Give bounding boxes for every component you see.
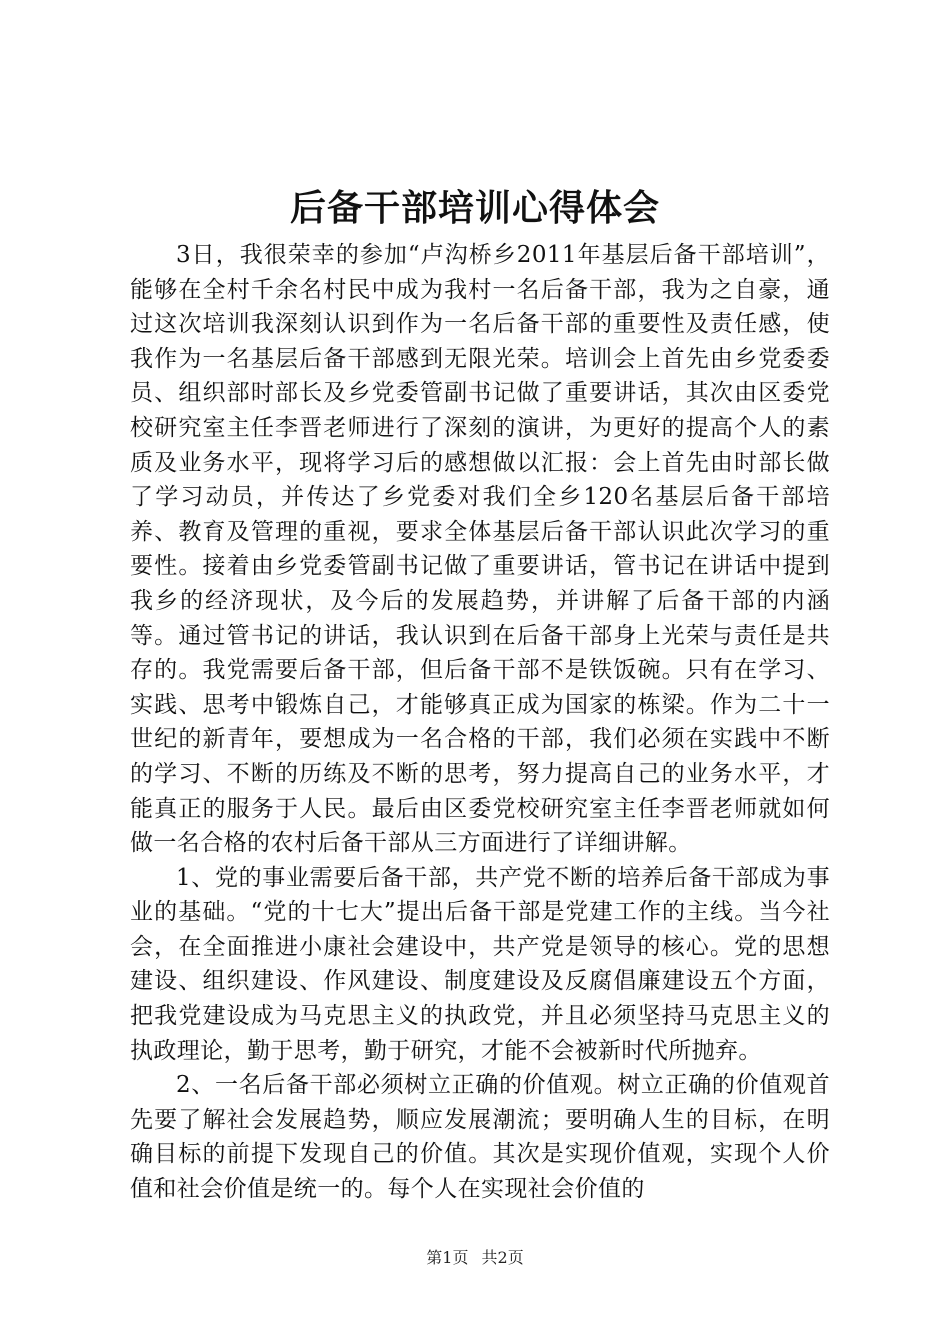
paragraph-point-1: 1、党的事业需要后备干部，共产党不断的培养后备干部成为事业的基础。“党的十七大”提出后备干部是党建工作的主线。当今社会，在全面推进小康社会建设中，共产党是领导的核心。党的思想建设、组织建设、作风建设、制度建设及反腐倡廉建设五个方面，把我党建设成为马克思主义的执政党，并且必须坚持马克思主义的执政理论，勤于思考，勤于研究，才能不会被新时代所抛弃。 [130,864,830,1064]
paragraph-point-2: 2、一名后备干部必须树立正确的价值观。树立正确的价值观首先要了解社会发展趋势，顺应发展潮流；要明确人生的目标，在明确目标的前提下发现自己的价值。其次是实现价值观，实现个人价值和社会价值是统一的。每个人在实现社会价值的 [130,1072,830,1203]
page-footer [0,1248,950,1268]
page-number: 第1页 [426,1248,469,1267]
paragraph-intro: 3日，我很荣幸的参加“卢沟桥乡2011年基层后备干部培训”，能够在全村千余名村民中成为我村一名后备干部，我为之自豪，通过这次培训我深刻认识到作为一名后备干部的重要性及责任感，使我作为一名基层后备干部感到无限光荣。培训会上首先由乡党委委员、组织部时部长及乡党委管副书记做了重要讲话，其次由区委党校研究室主任李晋老师进行了深刻的演讲，为更好的提高个人的素质及业务水平，现将学习后的感想做以汇报：会上首先由时部长做了学习动员，并传达了乡党委对我们全乡120名基层后备干部培养、教育及管理的重视，要求全体基层后备干部认识此次学习的重要性。接着由乡党委管副书记做了重要讲话，管书记在讲话中提到我乡的经济现状，及今后的发展趋势，并讲解了后备干部的内涵等。通过管书记的讲话，我认识到在后备干部身上光荣与责任是共存的。我党需要后备干部，但后备干部不是铁饭碗。只有在学习、实践、思考中锻炼自己，才能够真正成为国家的栋梁。作为二十一世纪的新青年，要想成为一名合格的干部，我们必须在实践中不断的学习、不断的历练及不断的思考，努力提高自己的业务水平，才能真正的服务于人民。最后由区委党校研究室主任李晋老师就如何做一名合格的农村后备干部从三方面进行了详细讲解。 [130,242,830,857]
document-title: 后备干部培训心得体会 [289,187,660,229]
page-total: 共2页 [481,1248,524,1267]
document-body [130,238,830,1207]
